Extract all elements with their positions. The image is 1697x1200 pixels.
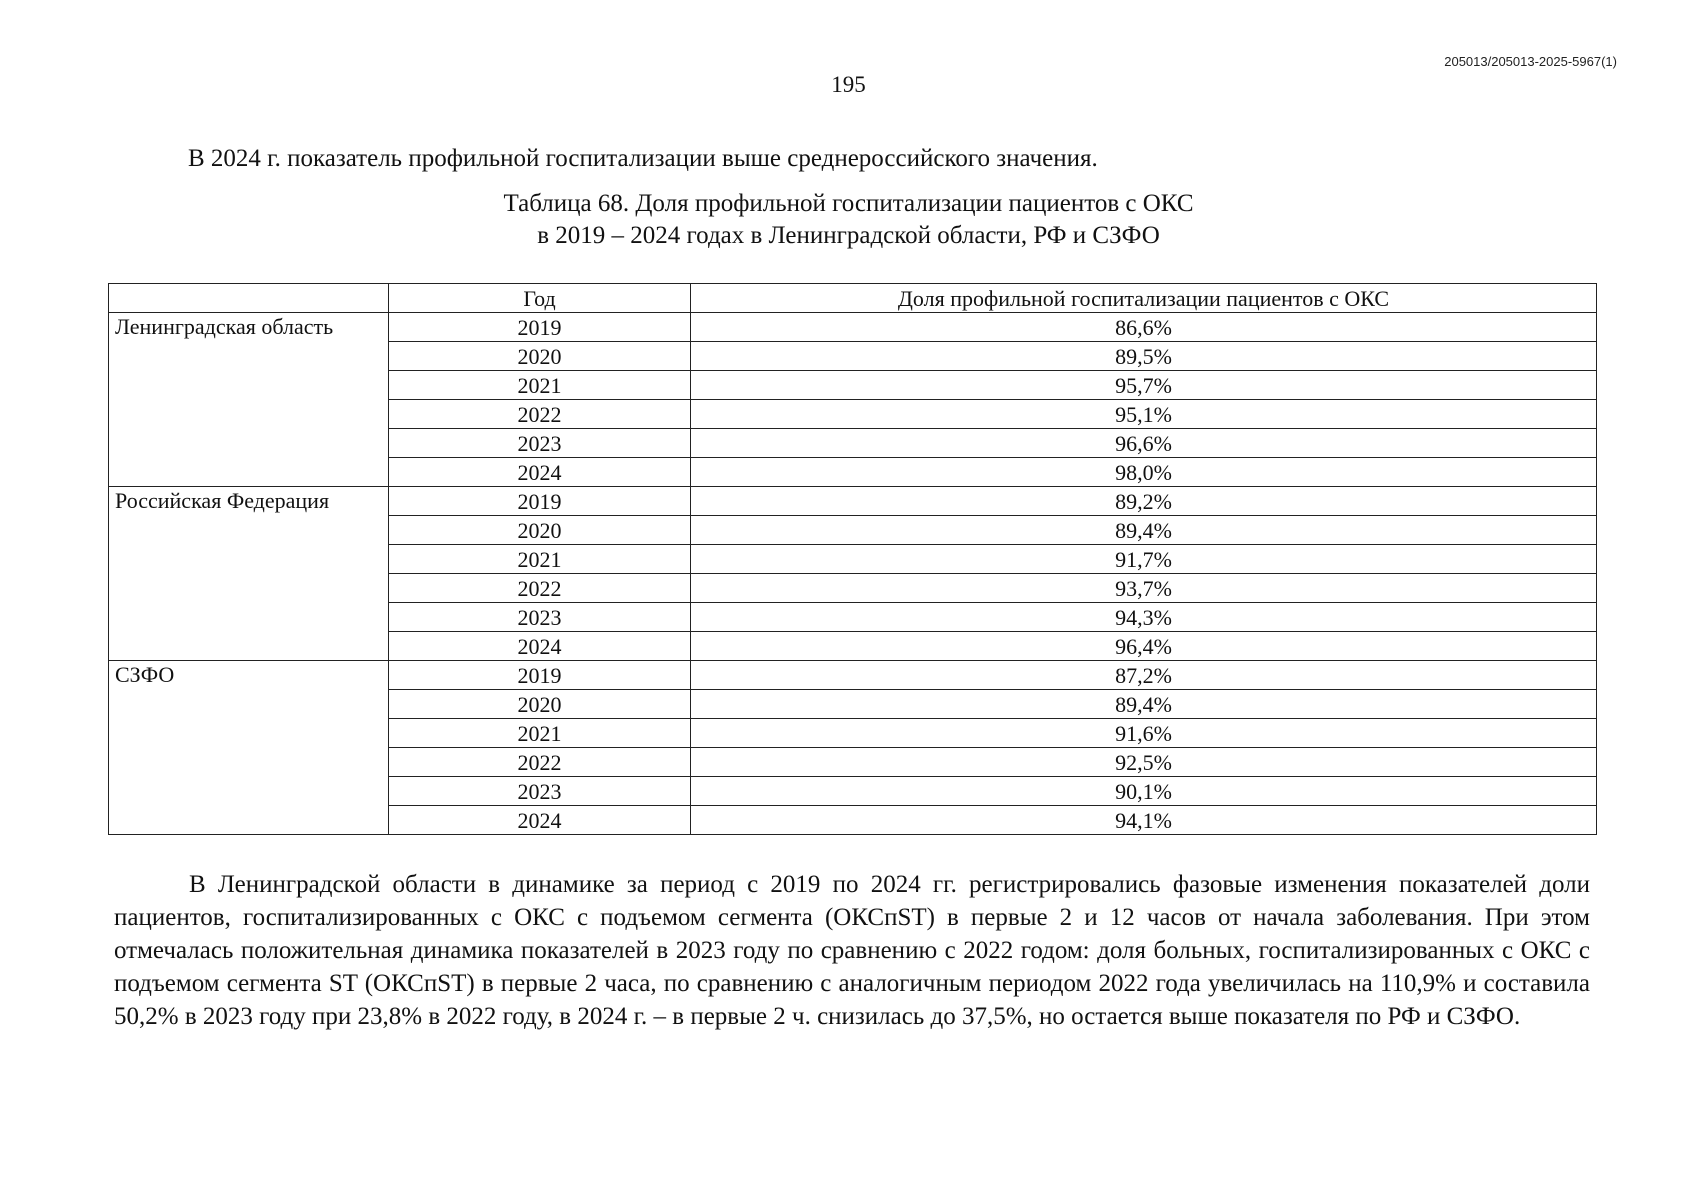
year-cell: 2022 <box>389 748 691 777</box>
body-paragraph: В Ленинградской области в динамике за период с 2019 по 2024 гг. регистрировались фазовые изменения показателей доли пациентов, госпитализированных с ОКС с подъемом сегмента (ОКСпST) в первые 2 и 12 часов от начала заболевания. При этом отмечалась положительная динамика показателей в 2023 году по сравнению с 2022 годом: доля больных, госпитализированных с ОКС с подъемом сегмента ST (ОКСпST) в первые 2 часа, по сравнению с аналогичным периодом 2022 года увеличилась на 110,9% и составила 50,2% в 2023 году при 23,8% в 2022 году, в 2024 г. – в первые 2 ч. снизилась до 37,5%, но остается выше показателя по РФ и СЗФО. <box>114 871 1590 1030</box>
page-number: 195 <box>831 72 866 97</box>
table-caption <box>0 188 1697 252</box>
region-cell: Российская Федерация <box>109 487 389 661</box>
share-value-cell: 95,1% <box>691 400 1597 429</box>
year-cell: 2023 <box>389 429 691 458</box>
share-value-cell: 93,7% <box>691 574 1597 603</box>
year-cell: 2020 <box>389 690 691 719</box>
region-cell: СЗФО <box>109 661 389 835</box>
hospitalization-table <box>108 283 1597 835</box>
year-cell: 2024 <box>389 806 691 835</box>
share-value-cell: 92,5% <box>691 748 1597 777</box>
year-cell: 2020 <box>389 516 691 545</box>
header-share: Доля профильной госпитализации пациентов с ОКС <box>691 284 1597 313</box>
share-value-cell: 89,5% <box>691 342 1597 371</box>
document-id: 205013/205013-2025-5967(1) <box>1444 54 1617 69</box>
year-cell: 2023 <box>389 777 691 806</box>
year-cell: 2024 <box>389 458 691 487</box>
share-value-cell: 89,4% <box>691 690 1597 719</box>
year-cell: 2022 <box>389 574 691 603</box>
share-value-cell: 95,7% <box>691 371 1597 400</box>
table-row <box>109 487 1597 516</box>
share-value-cell: 94,1% <box>691 806 1597 835</box>
share-value-cell: 91,7% <box>691 545 1597 574</box>
table-header-row <box>109 284 1597 313</box>
share-value-cell: 94,3% <box>691 603 1597 632</box>
header-region <box>109 284 389 313</box>
year-cell: 2020 <box>389 342 691 371</box>
share-value-cell: 89,2% <box>691 487 1597 516</box>
year-cell: 2019 <box>389 487 691 516</box>
table-row <box>109 661 1597 690</box>
share-value-cell: 87,2% <box>691 661 1597 690</box>
year-cell: 2021 <box>389 371 691 400</box>
year-cell: 2021 <box>389 719 691 748</box>
intro-sentence: В 2024 г. показатель профильной госпитализации выше среднероссийского значения. <box>188 145 1098 172</box>
year-cell: 2019 <box>389 661 691 690</box>
region-cell: Ленинградская область <box>109 313 389 487</box>
caption-line-1: Таблица 68. Доля профильной госпитализации пациентов с ОКС <box>503 190 1194 217</box>
caption-line-2: в 2019 – 2024 годах в Ленинградской области, РФ и СЗФО <box>537 222 1160 249</box>
year-cell: 2021 <box>389 545 691 574</box>
table-row <box>109 313 1597 342</box>
year-cell: 2024 <box>389 632 691 661</box>
year-cell: 2023 <box>389 603 691 632</box>
share-value-cell: 98,0% <box>691 458 1597 487</box>
share-value-cell: 96,6% <box>691 429 1597 458</box>
share-value-cell: 89,4% <box>691 516 1597 545</box>
share-value-cell: 90,1% <box>691 777 1597 806</box>
share-value-cell: 96,4% <box>691 632 1597 661</box>
year-cell: 2019 <box>389 313 691 342</box>
table-body <box>109 313 1597 835</box>
share-value-cell: 86,6% <box>691 313 1597 342</box>
share-value-cell: 91,6% <box>691 719 1597 748</box>
year-cell: 2022 <box>389 400 691 429</box>
body-text <box>114 868 1590 1033</box>
header-year: Год <box>389 284 691 313</box>
